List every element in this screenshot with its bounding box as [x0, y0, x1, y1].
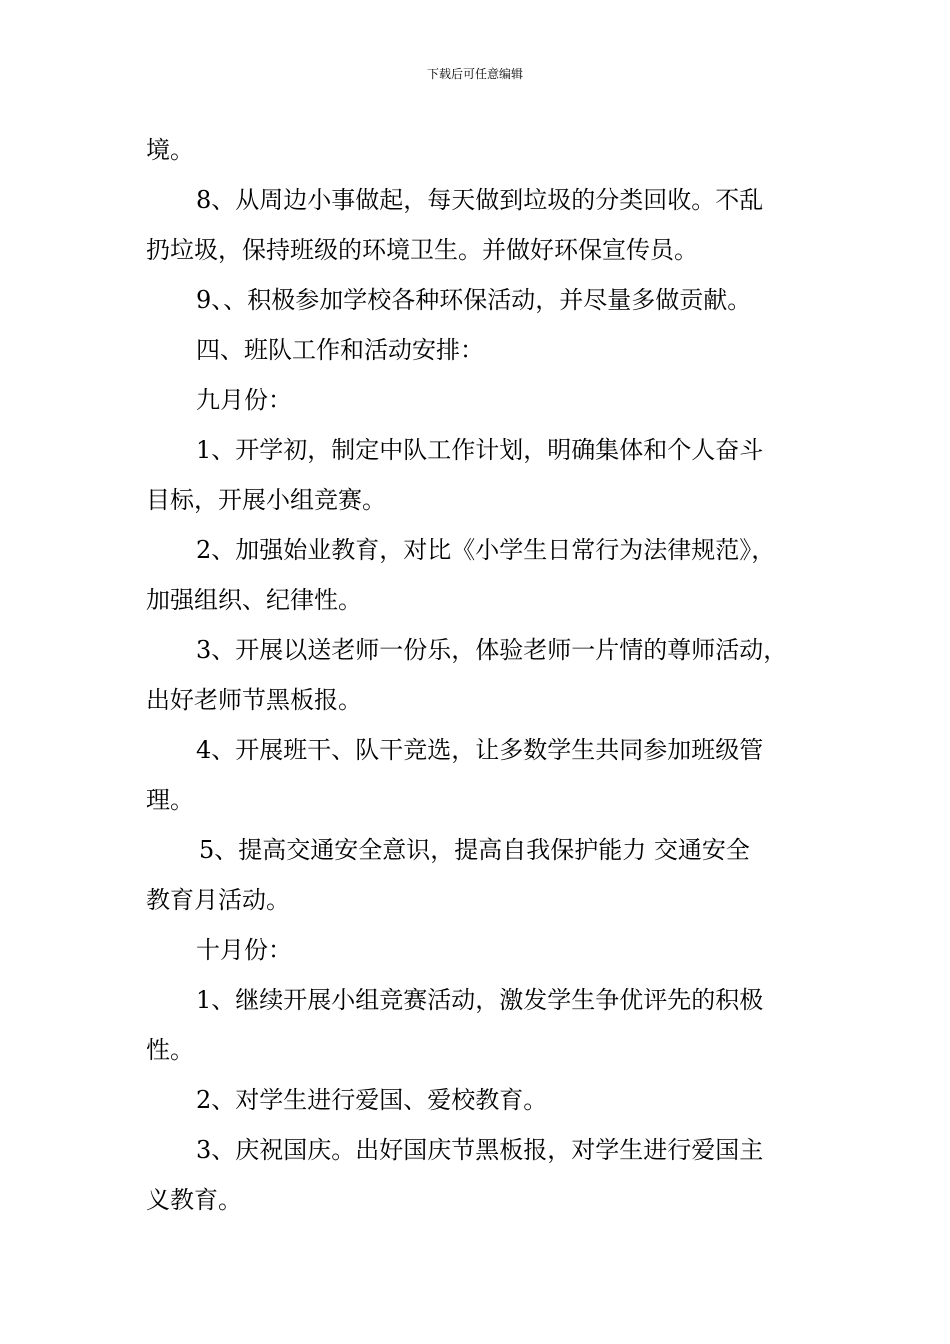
text-line: 8、从周边小事做起，每天做到垃圾的分类回收。不乱: [196, 186, 764, 214]
document-body: [146, 125, 816, 1225]
text-line: 3、开展以送老师一份乐，体验老师一片情的尊师活动，: [196, 636, 788, 664]
text-line: 扔垃圾，保持班级的环境卫生。并做好环保宣传员。: [146, 236, 698, 264]
text-line: 2、对学生进行爱国、爱校教育。: [196, 1086, 548, 1114]
section-heading: 四、班队工作和活动安排：: [196, 336, 484, 364]
text-line: 2、加强始业教育，对比《小学生日常行为法律规范》，: [196, 536, 776, 564]
text-line: 出好老师节黑板报。: [146, 686, 362, 714]
month-heading: 九月份：: [196, 386, 292, 414]
text-line: 9、、积极参加学校各种环保活动，并尽量多做贡献。: [196, 286, 752, 314]
text-line: 性。: [146, 1036, 194, 1064]
text-line: 1、继续开展小组竞赛活动，激发学生争优评先的积极: [196, 986, 764, 1014]
text-line: 目标，开展小组竞赛。: [146, 486, 386, 514]
text-line: 4、开展班干、队干竞选，让多数学生共同参加班级管: [196, 736, 764, 764]
page-header: 下载后可任意编辑: [426, 67, 523, 81]
text-line: 境。: [146, 136, 194, 164]
text-line: 义教育。: [146, 1186, 242, 1214]
text-line: 教育月活动。: [146, 886, 290, 914]
text-line: 加强组织、纪律性。: [146, 586, 362, 614]
text-line: 3、庆祝国庆。出好国庆节黑板报，对学生进行爱国主: [196, 1136, 764, 1164]
text-line: 理。: [146, 786, 194, 814]
text-line: 5、提高交通安全意识，提高自我保护能力 交通安全: [199, 836, 750, 864]
text-line: 1、开学初，制定中队工作计划，明确集体和个人奋斗: [196, 436, 764, 464]
month-heading: 十月份：: [196, 936, 292, 964]
